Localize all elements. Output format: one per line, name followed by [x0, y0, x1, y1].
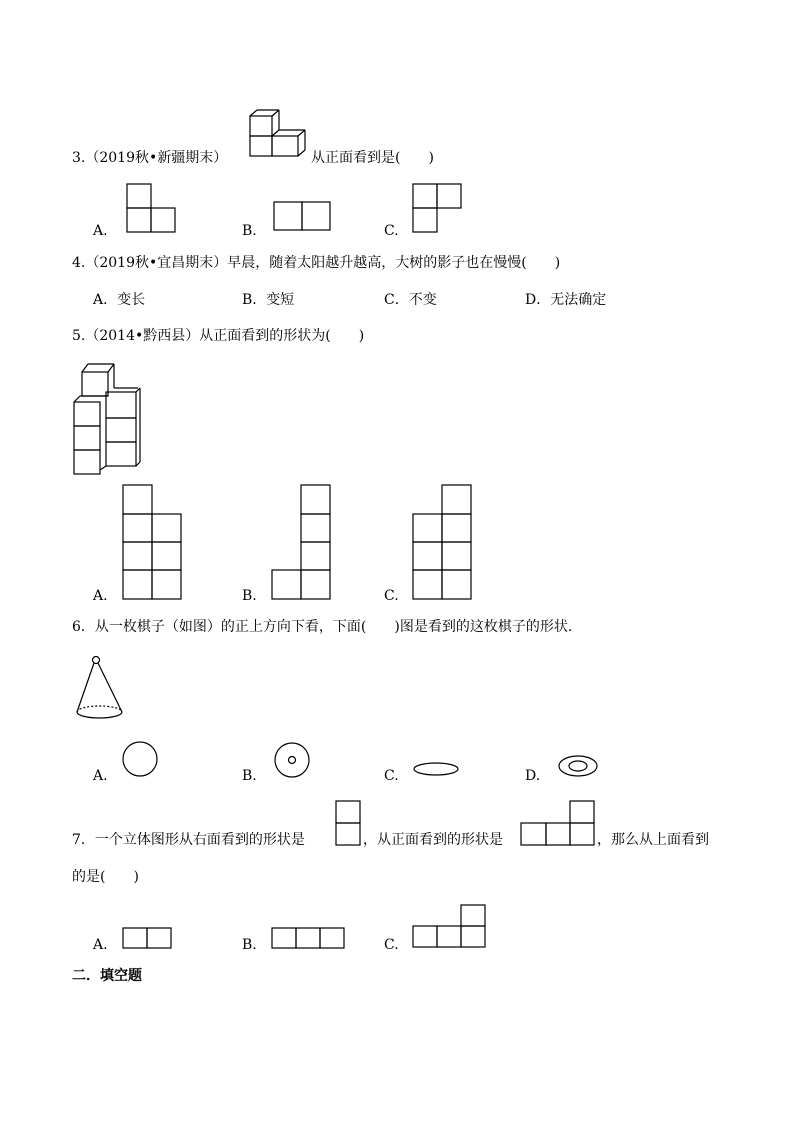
q7-option-a-figure[interactable] — [122, 927, 174, 951]
q7-part1: 7．一个立体图形从右面看到的形状是 — [72, 832, 305, 848]
q6-option-b-figure[interactable] — [273, 741, 313, 781]
q6-option-d-label[interactable]: D. — [525, 768, 541, 784]
q6-option-a-label[interactable]: A. — [93, 768, 108, 784]
q3-option-b-figure[interactable] — [273, 201, 333, 233]
q7-line2: 的是( ) — [72, 869, 139, 885]
q3-prefix: 3.（2019秋•新疆期末） — [72, 150, 228, 166]
q7-right-view-figure — [335, 800, 363, 848]
q6-chess-piece-figure — [74, 655, 130, 723]
q5-cube-stack-figure — [72, 360, 144, 480]
q6-option-a-figure[interactable] — [121, 740, 161, 780]
q5-option-a-figure[interactable] — [122, 484, 184, 602]
q5-text: 5.（2014•黔西县）从正面看到的形状为( ) — [72, 328, 365, 344]
q6-option-c-figure[interactable] — [412, 760, 462, 780]
q7-option-b-figure[interactable] — [271, 927, 347, 951]
q3-option-c-figure[interactable] — [412, 183, 464, 235]
section-title: 二．填空题 — [72, 968, 142, 984]
q3-option-a-label[interactable]: A. — [93, 223, 108, 239]
q3-option-c-label[interactable]: C. — [384, 223, 399, 239]
q3-suffix: 从正面看到是( ) — [311, 150, 434, 166]
q6-text: 6．从一枚棋子（如图）的正上方向下看，下面( )图是看到的这枚棋子的形状． — [72, 619, 582, 635]
q7-front-view-figure — [520, 800, 598, 848]
q6-option-d-figure[interactable] — [557, 754, 601, 782]
q5-option-c-figure[interactable] — [412, 484, 474, 602]
q4-option-b[interactable]: B．变短 — [242, 292, 295, 308]
q7-option-b-label[interactable]: B. — [242, 937, 257, 953]
q4-text: 4.（2019秋•宜昌期末）早晨，随着太阳越升越高，大树的影子也在慢慢( ) — [72, 255, 561, 271]
q5-option-c-label[interactable]: C. — [384, 588, 399, 604]
q3-option-b-label[interactable]: B. — [242, 223, 257, 239]
q7-option-c-figure[interactable] — [412, 904, 488, 950]
q3-cube-figure — [248, 108, 310, 160]
q6-option-b-label[interactable]: B. — [242, 768, 257, 784]
q7-option-c-label[interactable]: C. — [384, 937, 399, 953]
q7-part2: ，从正面看到的形状是 — [363, 832, 503, 848]
q4-option-c[interactable]: C．不变 — [384, 292, 437, 308]
q5-option-b-label[interactable]: B. — [242, 588, 257, 604]
q5-option-b-figure[interactable] — [271, 484, 333, 602]
q7-option-a-label[interactable]: A. — [93, 937, 108, 953]
q3-option-a-figure[interactable] — [126, 183, 178, 235]
q7-part3: ，那么从上面看到 — [597, 832, 709, 848]
q4-option-a[interactable]: A．变长 — [93, 292, 146, 308]
q5-option-a-label[interactable]: A. — [93, 588, 108, 604]
q6-option-c-label[interactable]: C. — [384, 768, 399, 784]
q4-option-d[interactable]: D．无法确定 — [525, 292, 607, 308]
